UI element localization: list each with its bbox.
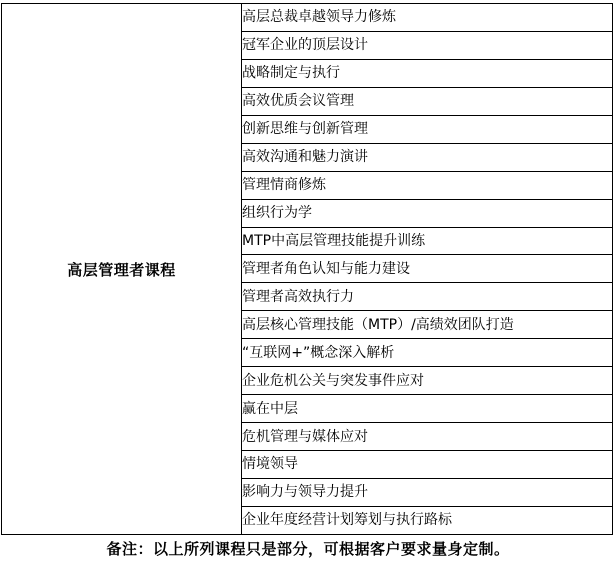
table-row [2, 4, 613, 32]
course-item: 战略制定与执行 [242, 59, 613, 87]
footnote-remark: 备注：以上所列课程只是部分，可根据客户要求量身定制。 [106, 540, 510, 558]
course-item: 企业危机公关与突发事件应对 [242, 367, 613, 395]
course-item: 赢在中层 [242, 395, 613, 423]
course-item: 情境领导 [242, 451, 613, 479]
category-cell: 高层管理者课程 [2, 4, 242, 535]
course-item: 高层核心管理技能（MTP）/高绩效团队打造 [242, 311, 613, 339]
course-item: 管理者高效执行力 [242, 283, 613, 311]
course-table [1, 3, 613, 535]
course-table-container [1, 3, 613, 535]
course-item: 高效优质会议管理 [242, 87, 613, 115]
course-table-body [2, 4, 613, 535]
course-item: MTP中高层管理技能提升训练 [242, 227, 613, 255]
course-item: 高层总裁卓越领导力修炼 [242, 4, 613, 32]
course-item: 企业年度经营计划筹划与执行路标 [242, 506, 613, 534]
course-item: 影响力与领导力提升 [242, 478, 613, 506]
course-item: 管理情商修炼 [242, 171, 613, 199]
course-item: 管理者角色认知与能力建设 [242, 255, 613, 283]
course-item: 危机管理与媒体应对 [242, 423, 613, 451]
course-item: 组织行为学 [242, 199, 613, 227]
course-item: 冠军企业的顶层设计 [242, 31, 613, 59]
course-item: 高效沟通和魅力演讲 [242, 143, 613, 171]
course-item: 创新思维与创新管理 [242, 115, 613, 143]
course-item: “互联网+”概念深入解析 [242, 339, 613, 367]
